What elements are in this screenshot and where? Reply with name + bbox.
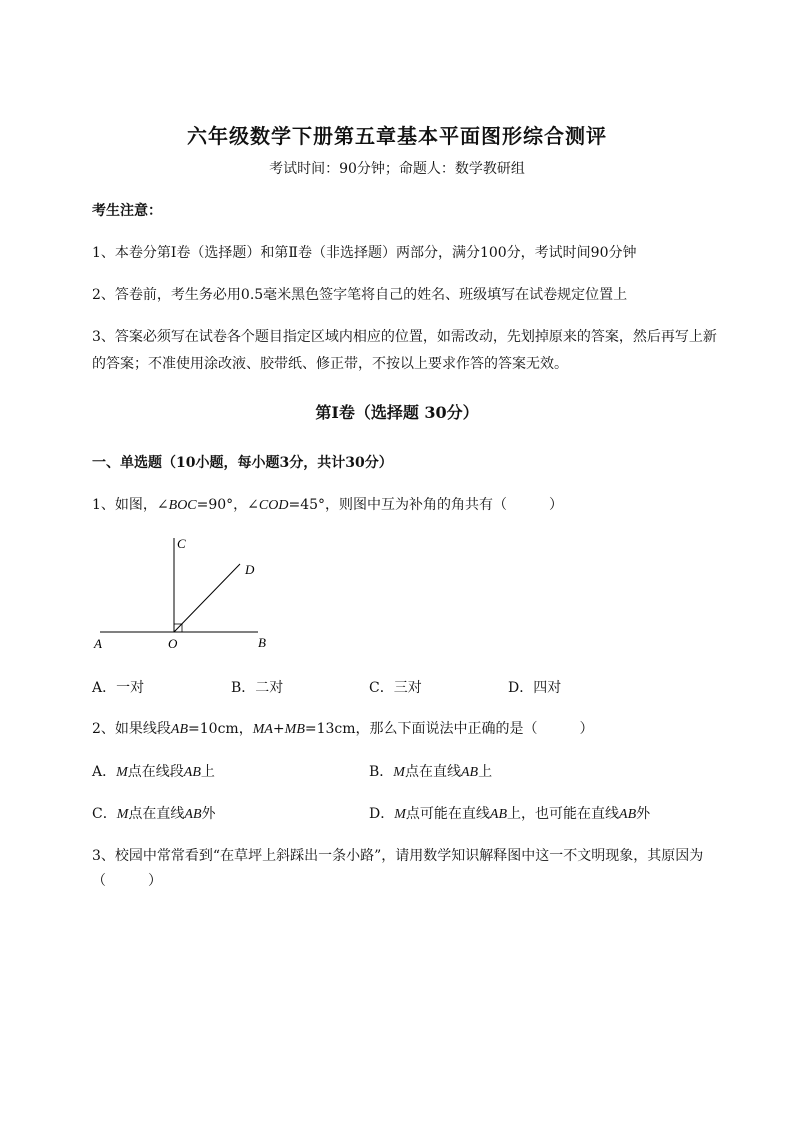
part-heading: 一、单选题（10小题，每小题3分，共计30分） bbox=[92, 455, 393, 471]
notice-item-1: 1、本卷分第I卷（选择题）和第Ⅱ卷（非选择题）两部分，满分100分，考试时间90分钟 bbox=[92, 245, 637, 261]
q2-d-ab2: AB bbox=[619, 807, 637, 822]
label-a: A bbox=[94, 636, 102, 651]
q2-b-pre: B． bbox=[369, 764, 394, 780]
q1-option-c[interactable]: C．三对 bbox=[369, 680, 422, 696]
q2-a-post: 上 bbox=[200, 764, 215, 780]
label-c: C bbox=[177, 536, 186, 551]
q2-eq2: =13cm，那么下面说法中正确的是（ ） bbox=[304, 721, 594, 737]
q1-mid1: =90°，∠ bbox=[196, 497, 259, 513]
q2-option-d[interactable] bbox=[369, 803, 650, 823]
question-3-answer-blank: （ ） bbox=[92, 873, 162, 889]
q2-plus: + bbox=[272, 721, 285, 737]
exam-info: 考试时间：90分钟；命题人：数学教研组 bbox=[269, 161, 525, 177]
notice-item-3: 3、答案必须写在试卷各个题目指定区域内相应的位置，如需改动，先划掉原来的答案，然后再写上新 bbox=[92, 329, 717, 345]
q1-option-a[interactable]: A．一对 bbox=[92, 680, 145, 696]
q2-d-pre: D． bbox=[369, 806, 395, 822]
q2-d-ab: AB bbox=[489, 807, 508, 822]
q2-b-ab: AB bbox=[460, 765, 479, 780]
q2-option-a[interactable] bbox=[92, 761, 215, 781]
q2-c-mid: 点在直线 bbox=[128, 806, 185, 822]
q2-d-mid: 点可能在直线 bbox=[405, 806, 490, 822]
notice-item-3-cont: 的答案；不准使用涂改液、胶带纸、修正带，不按以上要求作答的答案无效。 bbox=[92, 356, 568, 372]
q2-b-post: 上 bbox=[478, 764, 493, 780]
q2-c-post: 外 bbox=[201, 806, 216, 822]
q2-option-b[interactable] bbox=[369, 761, 492, 781]
label-d: D bbox=[245, 562, 255, 577]
q2-ab: AB bbox=[170, 722, 189, 737]
question-3: 3、校园中常常看到“在草坪上斜踩出一条小路”，请用数学知识解释图中这一不文明现象，其原因为 bbox=[92, 848, 704, 864]
q1-option-d[interactable]: D．四对 bbox=[508, 680, 562, 696]
q2-prefix: 2、如果线段 bbox=[92, 721, 171, 737]
q2-option-c[interactable] bbox=[92, 803, 216, 823]
q2-c-ab: AB bbox=[184, 807, 202, 822]
q2-d-mid2: 上，也可能在直线 bbox=[507, 806, 620, 822]
q2-ma: MA bbox=[252, 722, 273, 737]
q2-c-m: M bbox=[116, 807, 129, 822]
q2-c-pre: C． bbox=[92, 806, 117, 822]
angle-figure bbox=[88, 530, 288, 655]
page-title: 六年级数学下册第五章基本平面图形综合测评 bbox=[187, 124, 607, 148]
q1-option-b[interactable]: B．二对 bbox=[231, 680, 284, 696]
notice-item-2: 2、答卷前，考生务必用0.5毫米黑色签字笔将自己的姓名、班级填写在试卷规定位置上 bbox=[92, 287, 628, 303]
q2-d-m: M bbox=[394, 807, 406, 822]
q2-a-pre: A． bbox=[92, 764, 117, 780]
section-title: 第I卷（选择题 30分） bbox=[315, 403, 479, 422]
ray-od bbox=[174, 564, 240, 632]
question-1 bbox=[92, 494, 563, 514]
question-2 bbox=[92, 718, 594, 738]
q2-a-ab: AB bbox=[183, 765, 201, 780]
q2-b-m: M bbox=[393, 765, 405, 780]
label-o: O bbox=[168, 636, 178, 651]
q2-a-m: M bbox=[116, 765, 128, 780]
q2-mb: MB bbox=[284, 722, 305, 737]
q1-angle-boc: BOC bbox=[168, 498, 197, 513]
q1-angle-cod: COD bbox=[258, 498, 289, 513]
q2-a-mid: 点在线段 bbox=[127, 764, 184, 780]
notice-heading: 考生注意： bbox=[92, 203, 162, 219]
q2-d-post: 外 bbox=[636, 806, 651, 822]
q2-eq1: =10cm， bbox=[188, 721, 253, 737]
q1-mid2: =45°，则图中互为补角的角共有（ ） bbox=[288, 497, 564, 513]
q1-prefix: 1、如图，∠ bbox=[92, 497, 169, 513]
q2-b-mid: 点在直线 bbox=[404, 764, 461, 780]
label-b: B bbox=[258, 635, 266, 650]
